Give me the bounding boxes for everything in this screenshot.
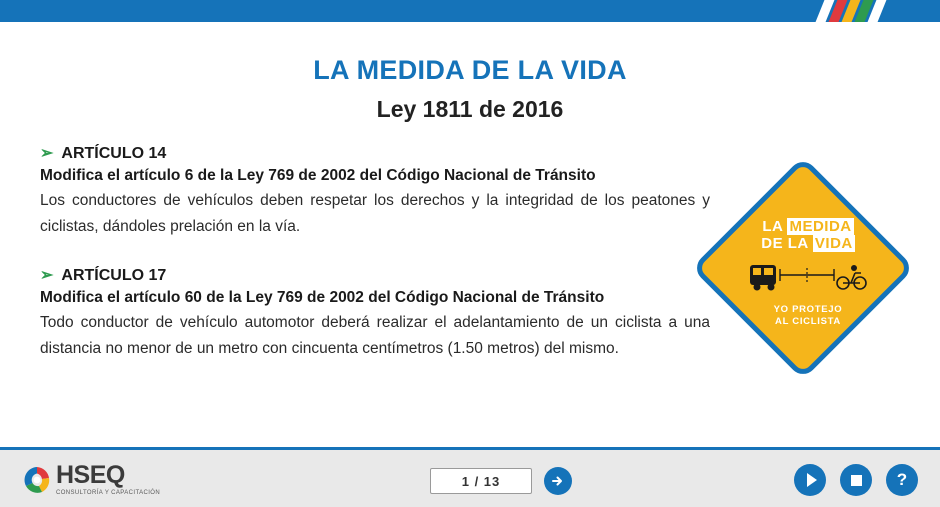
play-button[interactable]: [794, 464, 826, 496]
bus-and-cyclist-icon: [748, 259, 868, 298]
logo-tagline: CONSULTORÍA Y CAPACITACIÓN: [56, 490, 161, 496]
logo-mark-icon: [22, 465, 52, 495]
sign-content: [724, 189, 892, 357]
player-toolbar: [0, 447, 940, 507]
page-indicator[interactable]: 1 / 13: [430, 468, 532, 494]
article-block: [40, 144, 710, 240]
sign-line-1-b: MEDIDA: [789, 217, 852, 235]
article-body: Los conductores de vehículos deben respetar los derechos y la integridad de los peatones y ciclistas, dándoles prelación en la vía.: [40, 192, 710, 235]
next-slide-button[interactable]: [544, 467, 572, 495]
hseq-logo: [22, 463, 160, 496]
pager: [430, 467, 572, 495]
article-body: Todo conductor de vehículo automotor deberá realizar el adelantamiento de un ciclista a una distancia no menor de un metro con cincuenta centímetros (1.50 metros) del mismo.: [40, 314, 710, 357]
arrow-right-circle-icon: [550, 473, 566, 489]
sign-line-1-a: LA: [762, 217, 783, 235]
question-mark-icon: ?: [896, 470, 908, 489]
article-heading: ARTÍCULO 17: [61, 267, 167, 284]
article-heading: ARTÍCULO 14: [61, 145, 167, 162]
top-accent-bar: [0, 0, 940, 22]
arrow-right-icon: ➢: [40, 267, 54, 284]
help-button[interactable]: [886, 464, 918, 496]
sign-line-2: [761, 236, 854, 252]
article-heading-row: [40, 144, 710, 163]
sign-line-2-a: DE LA: [761, 234, 809, 252]
logo-title: HSEQ: [56, 461, 125, 489]
article-subheading: Modifica el artículo 60 de la Ley 769 de 2002 del Código Nacional de Tránsito: [40, 289, 605, 306]
slide-title: LA MEDIDA DE LA VIDA: [313, 55, 627, 85]
sign-line-1: [762, 219, 853, 235]
article-heading-row: [40, 266, 710, 285]
slide-content: [40, 144, 710, 388]
stop-button[interactable]: [840, 464, 872, 496]
slide-canvas: [0, 22, 940, 447]
top-stripe-decoration: [820, 0, 940, 22]
slide-subtitle: Ley 1811 de 2016: [376, 96, 564, 122]
road-sign-graphic: [712, 177, 912, 377]
play-icon: [807, 473, 817, 487]
playback-controls: [794, 464, 918, 496]
logo-text: [56, 463, 160, 496]
arrow-right-icon: ➢: [40, 145, 54, 162]
sign-line-3: YO PROTEJO: [773, 303, 843, 315]
sign-line-2-b: VIDA: [814, 234, 853, 252]
sign-line-4: AL CICLISTA: [775, 315, 841, 327]
article-subheading: Modifica el artículo 6 de la Ley 769 de 2002 del Código Nacional de Tránsito: [40, 167, 596, 184]
article-block: [40, 266, 710, 362]
stop-icon: [851, 475, 862, 486]
